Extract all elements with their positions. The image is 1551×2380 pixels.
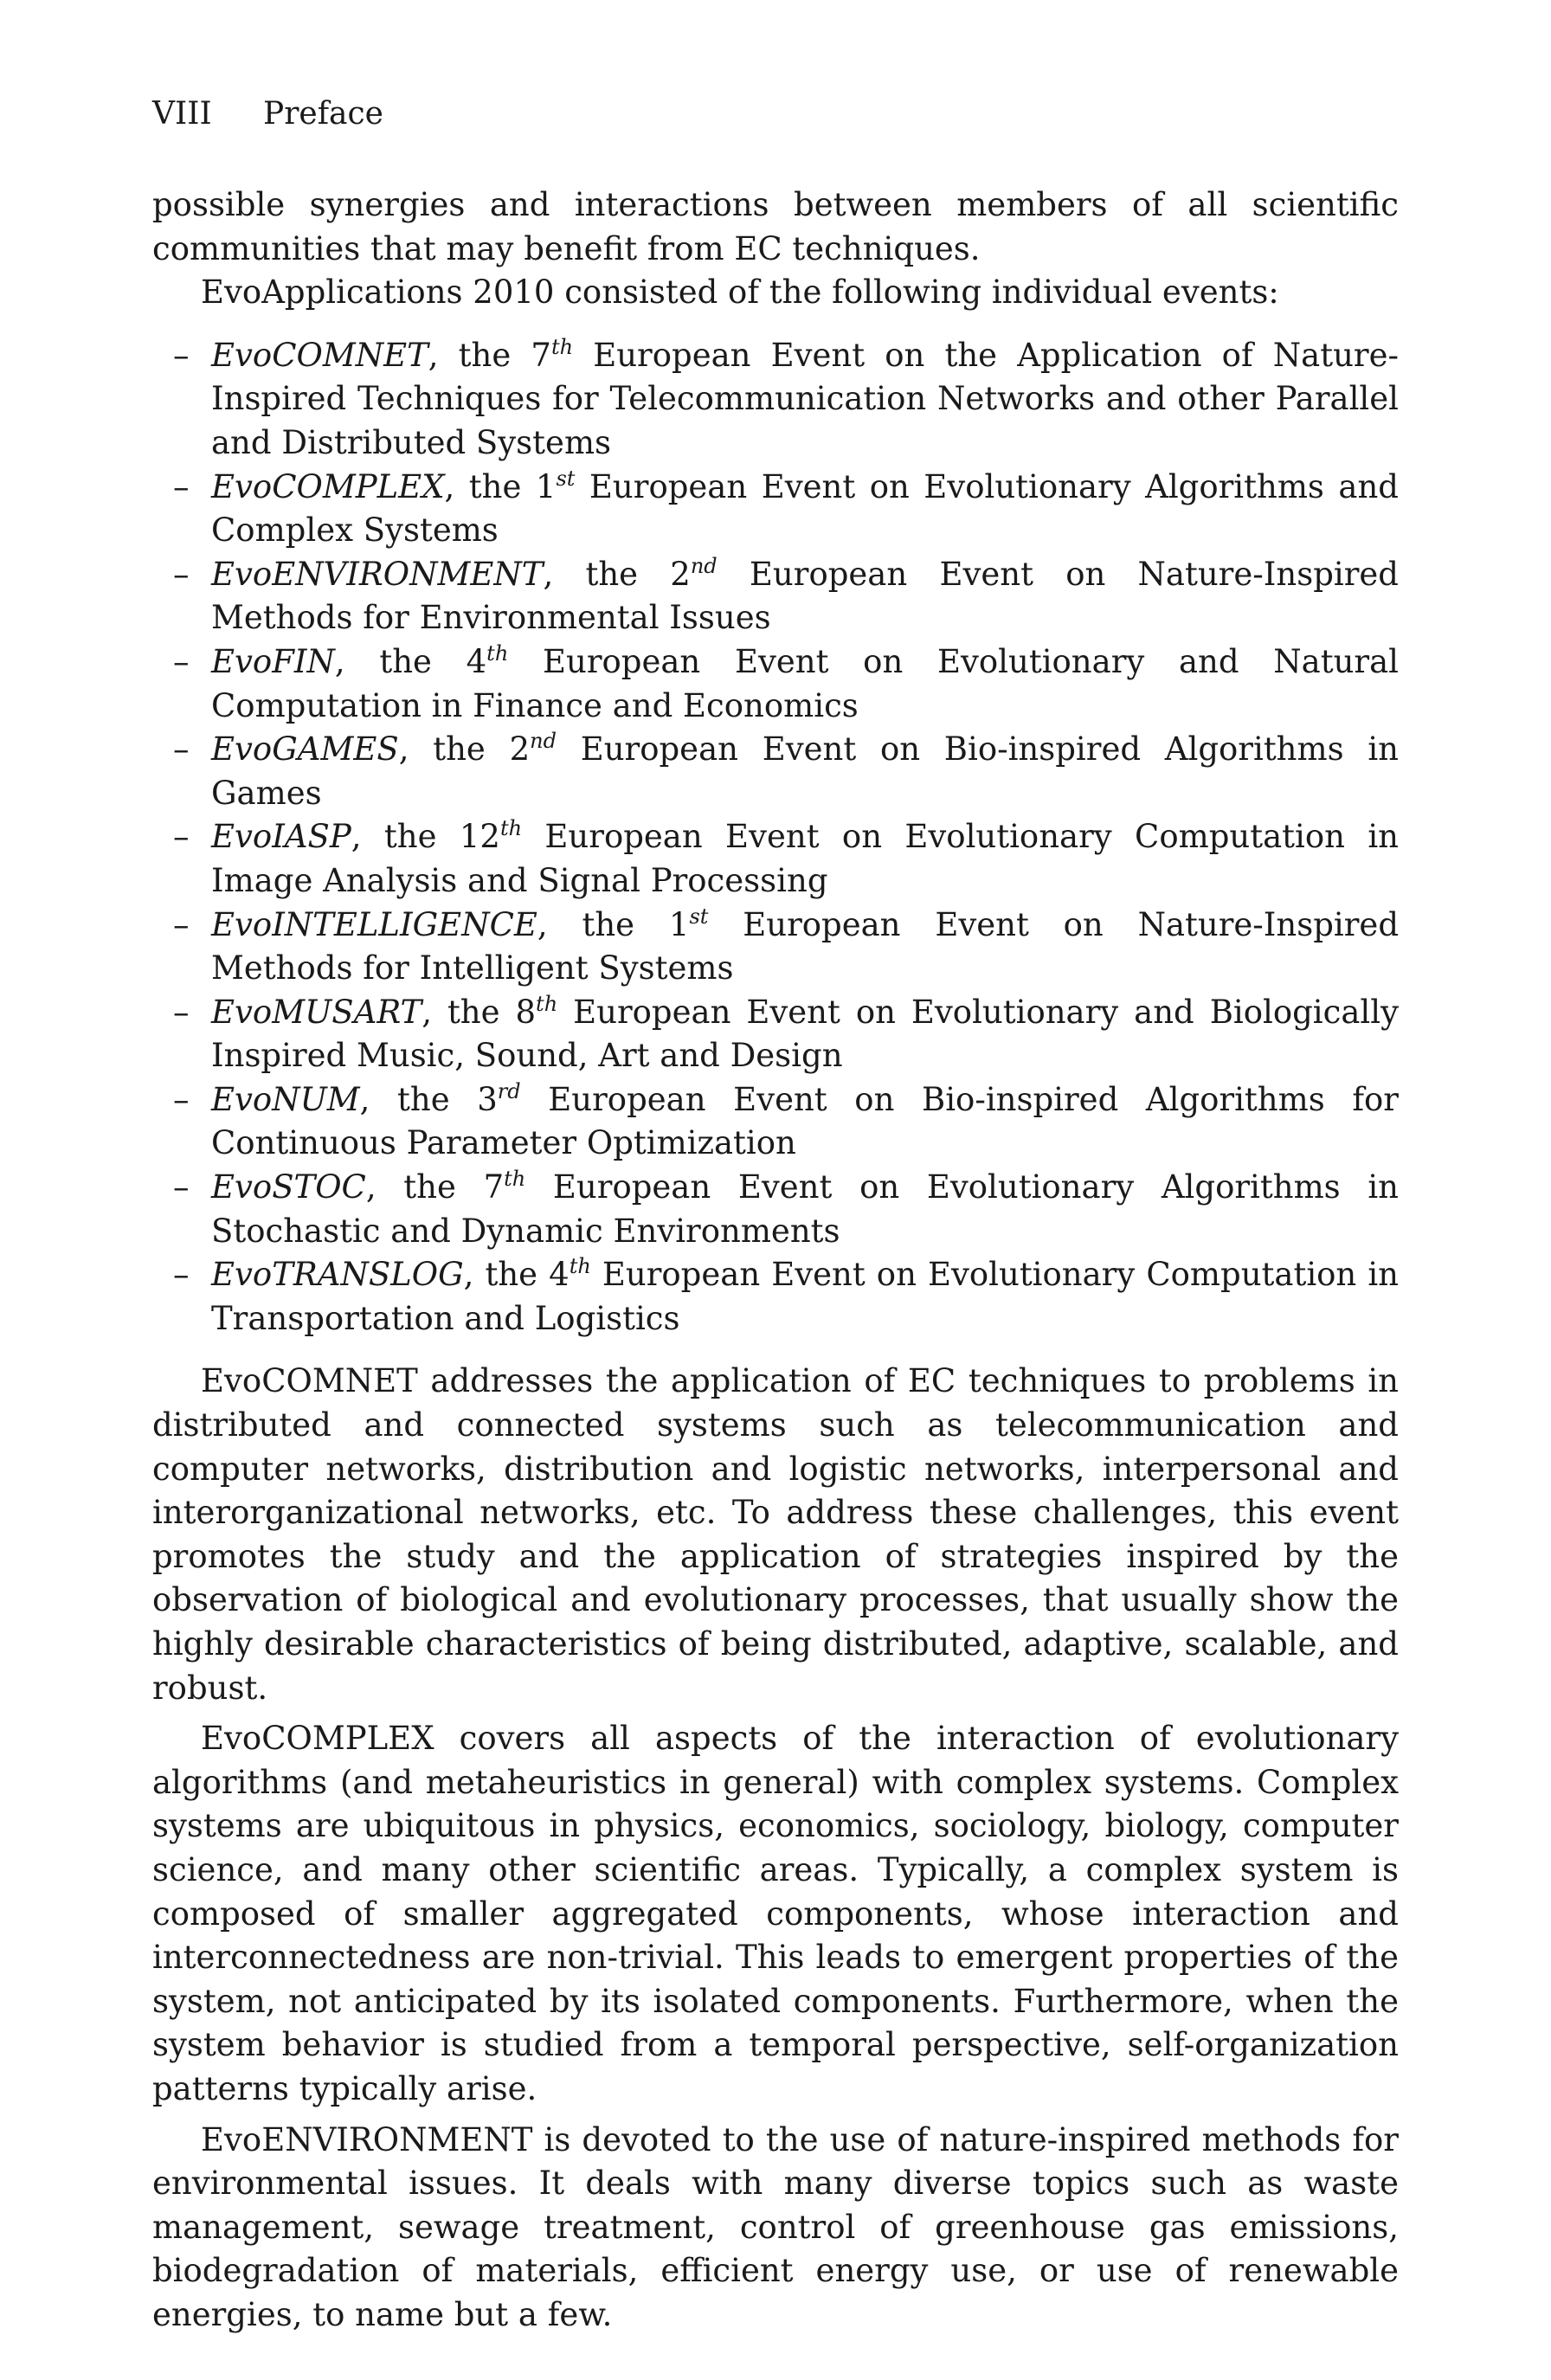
event-ordinal-suffix: th bbox=[550, 334, 574, 359]
event-ordinal-suffix: th bbox=[499, 816, 523, 841]
event-ordinal-number: 4 bbox=[466, 642, 487, 680]
event-description: European Event on Evolutionary Computation in Transportation and Logistics bbox=[211, 1256, 1399, 1337]
list-dash: – bbox=[173, 818, 190, 856]
event-item: – EvoFIN, the 4th European Event on Evolutionary and Natural Computation in Finance and Economics bbox=[173, 640, 1399, 724]
event-item: – EvoCOMPLEX, the 1st European Event on Evolutionary Algorithms and Complex Systems bbox=[173, 466, 1399, 550]
events-list bbox=[152, 334, 1399, 1341]
event-item: – EvoNUM, the 3rd European Event on Bio-inspired Algorithms for Continuous Parameter Optimization bbox=[173, 1078, 1399, 1162]
event-name: EvoMUSART bbox=[211, 993, 422, 1031]
list-dash: – bbox=[173, 642, 190, 680]
event-ordinal-number: 1 bbox=[535, 467, 557, 505]
page-body bbox=[152, 183, 1399, 2338]
event-description: European Event on Evolutionary and Natural Computation in Finance and Economics bbox=[211, 642, 1399, 724]
running-header bbox=[152, 93, 383, 135]
event-item: – EvoTRANSLOG, the 4th European Event on Evolutionary Computation in Transportation and Logistics bbox=[173, 1254, 1399, 1337]
list-dash: – bbox=[173, 555, 190, 593]
event-name: EvoCOMNET bbox=[211, 336, 428, 374]
event-name: EvoCOMPLEX bbox=[211, 467, 445, 505]
event-ordinal-suffix: th bbox=[569, 1254, 591, 1279]
event-ordinal-number: 3 bbox=[477, 1080, 498, 1118]
body-paragraph: EvoCOMPLEX covers all aspects of the interaction of evolutionary algorithms (and metaheuristics in general) with complex systems. Complex systems are ubiquitous in physics, economics, sociology, biology, computer science, and many other scientific areas. Typically, a complex system is composed of smaller aggregated components, whose interaction and interconnectedness are non-trivial. This leads to emergent properties of the system, not anticipated by its isolated components. Furthermore, when the system behavior is studied from a temporal perspective, self-organization patterns typically arise. bbox=[152, 1720, 1399, 2107]
event-ordinal-number: 2 bbox=[509, 730, 531, 769]
event-description: European Event on the Application of Nature-Inspired Techniques for Telecommunication Networks and other Parallel and Distributed Systems bbox=[211, 336, 1399, 461]
event-item: – EvoMUSART, the 8th European Event on Evolutionary and Biologically Inspired Music, Sound, Art and Design bbox=[173, 991, 1399, 1075]
event-item: – EvoENVIRONMENT, the 2nd European Event on Nature-Inspired Methods for Environmental Issues bbox=[173, 553, 1399, 637]
list-dash: – bbox=[173, 1256, 190, 1294]
list-dash: – bbox=[173, 467, 190, 505]
event-name: EvoNUM bbox=[211, 1080, 360, 1118]
event-ordinal-number: 7 bbox=[483, 1168, 505, 1206]
event-item: – EvoIASP, the 12th European Event on Evolutionary Computation in Image Analysis and Signal Processing bbox=[173, 816, 1399, 899]
intro-lead: EvoApplications 2010 consisted of the following individual events: bbox=[201, 273, 1279, 312]
intro-continuation: possible synergies and interactions between members of all scientific communities that may benefit from EC techniques. bbox=[152, 186, 1399, 267]
event-description: European Event on Bio-inspired Algorithms in Games bbox=[211, 730, 1399, 812]
event-item: – EvoGAMES, the 2nd European Event on Bio-inspired Algorithms in Games bbox=[173, 729, 1399, 812]
event-description: European Event on Nature-Inspired Methods for Intelligent Systems bbox=[211, 905, 1400, 987]
event-item: – EvoSTOC, the 7th European Event on Evolutionary Algorithms in Stochastic and Dynamic Environments bbox=[173, 1167, 1399, 1250]
event-ordinal-suffix: nd bbox=[690, 553, 718, 578]
event-name: EvoSTOC bbox=[211, 1168, 366, 1206]
event-description: European Event on Evolutionary Algorithms in Stochastic and Dynamic Environments bbox=[211, 1168, 1399, 1250]
event-ordinal-number: 12 bbox=[459, 818, 500, 856]
event-name: EvoTRANSLOG bbox=[211, 1256, 464, 1294]
list-dash: – bbox=[173, 730, 190, 769]
event-ordinal-number: 7 bbox=[531, 336, 551, 374]
list-dash: – bbox=[173, 336, 190, 374]
event-name: EvoENVIRONMENT bbox=[211, 555, 544, 593]
list-dash: – bbox=[173, 1080, 190, 1118]
list-dash: – bbox=[173, 993, 190, 1031]
event-ordinal-suffix: th bbox=[504, 1167, 526, 1192]
event-ordinal-suffix: th bbox=[486, 640, 509, 666]
list-dash: – bbox=[173, 1168, 190, 1206]
event-name: EvoIASP bbox=[211, 818, 351, 856]
event-description: European Event on Evolutionary and Biologically Inspired Music, Sound, Art and Design bbox=[211, 993, 1399, 1075]
event-ordinal-number: 4 bbox=[549, 1256, 570, 1294]
section-title: Preface bbox=[263, 96, 383, 132]
event-ordinal-suffix: nd bbox=[530, 729, 557, 754]
event-name: EvoINTELLIGENCE bbox=[211, 905, 537, 943]
event-description: European Event on Nature-Inspired Methods for Environmental Issues bbox=[211, 555, 1399, 637]
event-item: – EvoCOMNET, the 7th European Event on the Application of Nature-Inspired Techniques for Telecommunication Networks and other Parallel and Distributed Systems bbox=[173, 334, 1399, 461]
event-ordinal-number: 2 bbox=[670, 555, 691, 593]
event-description: European Event on Bio-inspired Algorithms for Continuous Parameter Optimization bbox=[211, 1080, 1399, 1162]
event-name: EvoFIN bbox=[211, 642, 335, 680]
list-dash: – bbox=[173, 905, 190, 943]
event-description: European Event on Evolutionary Algorithms and Complex Systems bbox=[211, 467, 1399, 550]
event-description: European Event on Evolutionary Computation in Image Analysis and Signal Processing bbox=[211, 818, 1399, 899]
event-ordinal-suffix: st bbox=[556, 466, 576, 491]
event-name: EvoGAMES bbox=[211, 730, 399, 769]
body-paragraph: EvoENVIRONMENT is devoted to the use of nature-inspired methods for environmental issues. It deals with many diverse topics such as waste management, sewage treatment, control of greenhouse gas emissions, biodegradation of materials, efficient energy use, or use of renewable energies, to name but a few. bbox=[152, 2120, 1399, 2333]
event-ordinal-number: 8 bbox=[515, 993, 537, 1031]
event-ordinal-suffix: st bbox=[689, 904, 709, 929]
body-paragraphs bbox=[152, 1360, 1399, 2337]
event-item: – EvoINTELLIGENCE, the 1st European Event on Nature-Inspired Methods for Intelligent Systems bbox=[173, 904, 1400, 987]
page-number: VIII bbox=[152, 96, 212, 132]
event-ordinal-number: 1 bbox=[668, 905, 690, 943]
event-ordinal-suffix: rd bbox=[497, 1078, 521, 1103]
event-ordinal-suffix: th bbox=[536, 991, 558, 1016]
body-paragraph: EvoCOMNET addresses the application of EC techniques to problems in distributed and connected systems such as telecommunication and computer networks, distribution and logistic networks, interpersonal and interorganizational networks, etc. To address these challenges, this event promotes the study and the application of strategies inspired by the observation of biological and evolutionary processes, that usually show the highly desirable characteristics of being distributed, adaptive, scalable, and robust. bbox=[152, 1362, 1399, 1707]
